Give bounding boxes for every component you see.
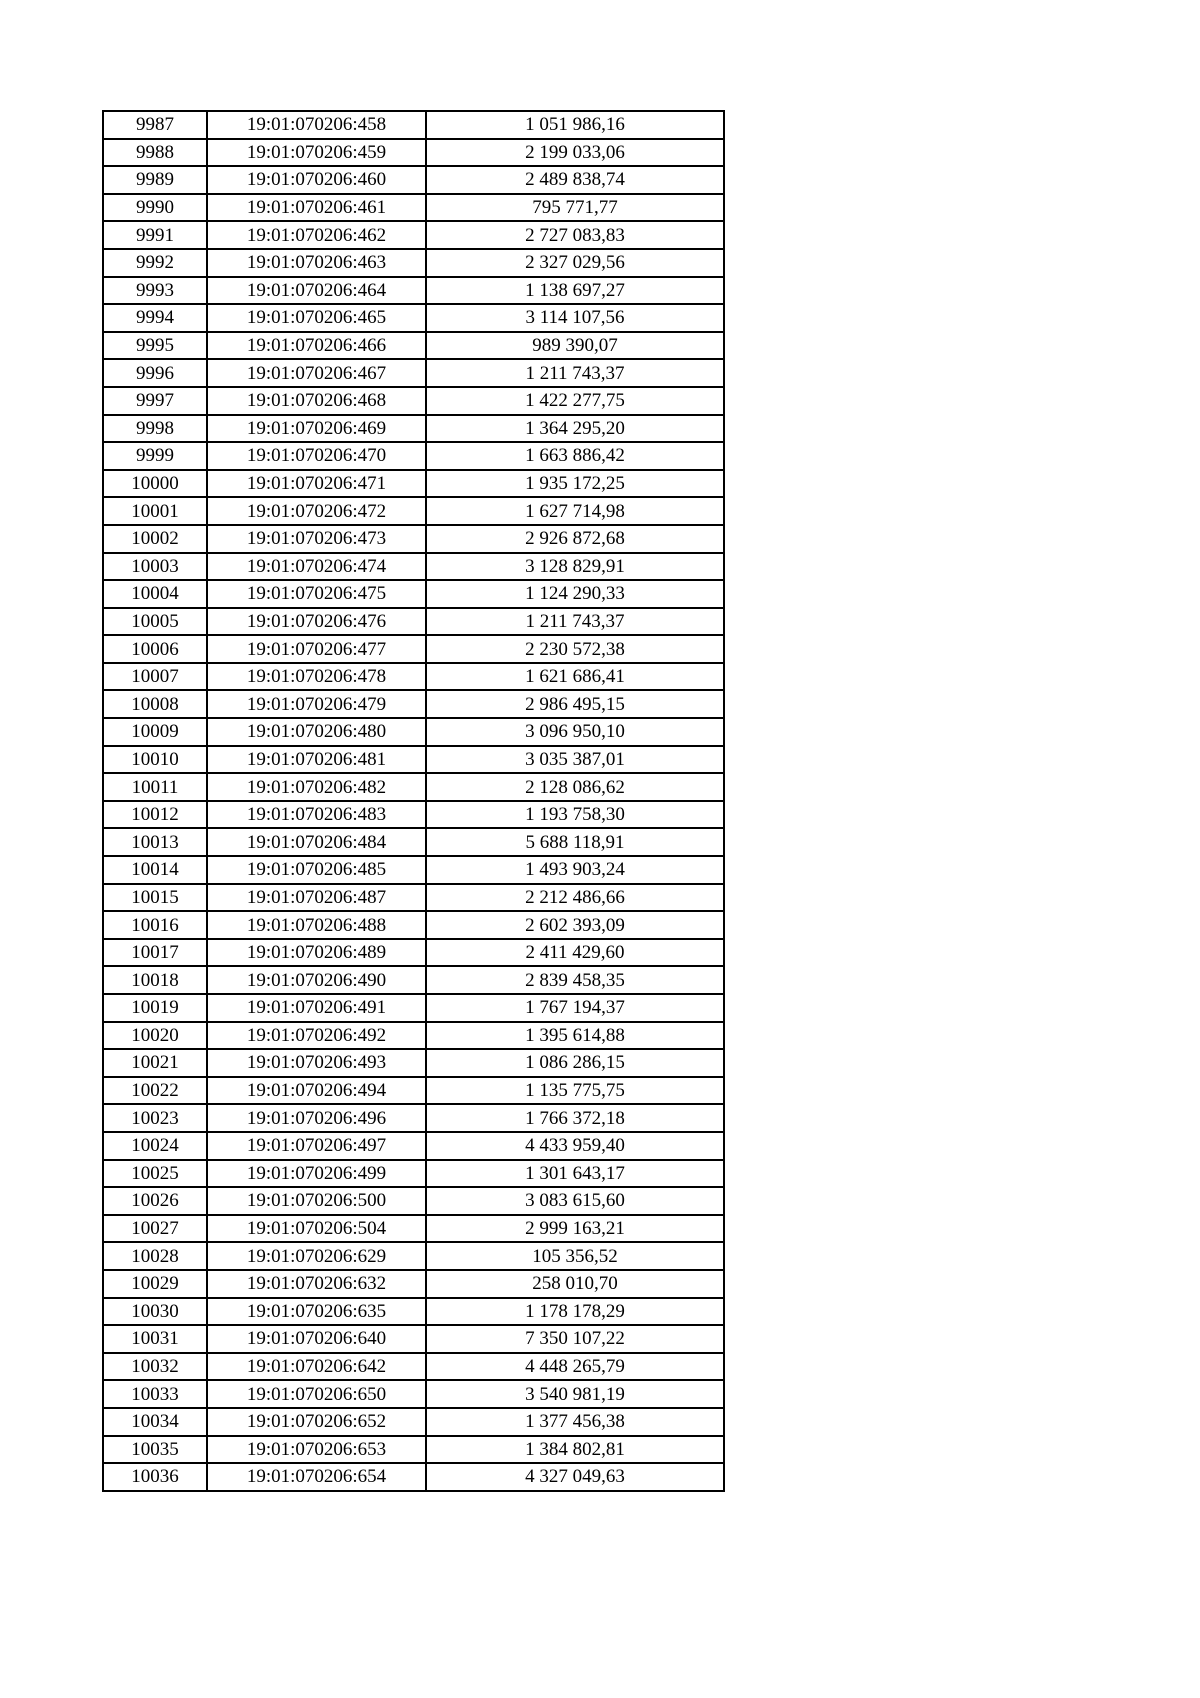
row-number-cell: 9990	[103, 194, 207, 222]
value-cell: 1 384 802,81	[426, 1436, 724, 1464]
cadastral-number-cell: 19:01:070206:499	[207, 1160, 426, 1188]
cadastral-number-cell: 19:01:070206:483	[207, 801, 426, 829]
cadastral-number-cell: 19:01:070206:480	[207, 718, 426, 746]
table-row	[103, 166, 724, 194]
cadastral-number-cell: 19:01:070206:485	[207, 856, 426, 884]
cadastral-number-cell: 19:01:070206:466	[207, 332, 426, 360]
table-row	[103, 387, 724, 415]
row-number-cell: 9992	[103, 249, 207, 277]
table-row	[103, 1187, 724, 1215]
row-number-cell: 10035	[103, 1436, 207, 1464]
cadastral-number-cell: 19:01:070206:629	[207, 1242, 426, 1270]
value-cell: 1 193 758,30	[426, 801, 724, 829]
cadastral-number-cell: 19:01:070206:469	[207, 415, 426, 443]
row-number-cell: 10022	[103, 1077, 207, 1105]
cadastral-number-cell: 19:01:070206:470	[207, 442, 426, 470]
table-row	[103, 1215, 724, 1243]
cadastral-number-cell: 19:01:070206:482	[207, 773, 426, 801]
value-cell: 1 766 372,18	[426, 1104, 724, 1132]
cadastral-number-cell: 19:01:070206:652	[207, 1408, 426, 1436]
cadastral-number-cell: 19:01:070206:460	[207, 166, 426, 194]
value-cell: 4 448 265,79	[426, 1353, 724, 1381]
table-row	[103, 497, 724, 525]
table-row	[103, 1077, 724, 1105]
table-row	[103, 966, 724, 994]
table-row	[103, 1436, 724, 1464]
row-number-cell: 9998	[103, 415, 207, 443]
row-number-cell: 10031	[103, 1325, 207, 1353]
value-cell: 3 096 950,10	[426, 718, 724, 746]
value-cell: 4 433 959,40	[426, 1132, 724, 1160]
cadastral-number-cell: 19:01:070206:484	[207, 828, 426, 856]
value-cell: 2 489 838,74	[426, 166, 724, 194]
row-number-cell: 9993	[103, 277, 207, 305]
table-row	[103, 580, 724, 608]
table-row	[103, 1380, 724, 1408]
value-cell: 5 688 118,91	[426, 828, 724, 856]
value-cell: 2 411 429,60	[426, 939, 724, 967]
value-cell: 1 364 295,20	[426, 415, 724, 443]
table-row	[103, 442, 724, 470]
value-cell: 4 327 049,63	[426, 1463, 724, 1491]
value-cell: 1 422 277,75	[426, 387, 724, 415]
cadastral-number-cell: 19:01:070206:494	[207, 1077, 426, 1105]
table-row	[103, 911, 724, 939]
table-row	[103, 111, 724, 139]
row-number-cell: 10026	[103, 1187, 207, 1215]
value-cell: 1 627 714,98	[426, 497, 724, 525]
row-number-cell: 10000	[103, 470, 207, 498]
value-cell: 2 327 029,56	[426, 249, 724, 277]
row-number-cell: 10004	[103, 580, 207, 608]
value-cell: 1 051 986,16	[426, 111, 724, 139]
table-row	[103, 635, 724, 663]
cadastral-number-cell: 19:01:070206:458	[207, 111, 426, 139]
cadastral-value-table	[102, 110, 725, 1492]
table-row	[103, 1242, 724, 1270]
cadastral-number-cell: 19:01:070206:463	[207, 249, 426, 277]
row-number-cell: 9999	[103, 442, 207, 470]
table-row	[103, 525, 724, 553]
cadastral-number-cell: 19:01:070206:462	[207, 221, 426, 249]
cadastral-number-cell: 19:01:070206:478	[207, 663, 426, 691]
row-number-cell: 10009	[103, 718, 207, 746]
table-row	[103, 1408, 724, 1436]
cadastral-number-cell: 19:01:070206:504	[207, 1215, 426, 1243]
value-cell: 7 350 107,22	[426, 1325, 724, 1353]
cadastral-number-cell: 19:01:070206:487	[207, 884, 426, 912]
row-number-cell: 10023	[103, 1104, 207, 1132]
row-number-cell: 10028	[103, 1242, 207, 1270]
cadastral-number-cell: 19:01:070206:500	[207, 1187, 426, 1215]
row-number-cell: 9989	[103, 166, 207, 194]
table-row	[103, 359, 724, 387]
value-cell: 2 727 083,83	[426, 221, 724, 249]
row-number-cell: 10020	[103, 1022, 207, 1050]
value-cell: 1 621 686,41	[426, 663, 724, 691]
cadastral-number-cell: 19:01:070206:497	[207, 1132, 426, 1160]
row-number-cell: 10011	[103, 773, 207, 801]
row-number-cell: 10024	[103, 1132, 207, 1160]
table-row	[103, 1049, 724, 1077]
value-cell: 2 199 033,06	[426, 139, 724, 167]
cadastral-number-cell: 19:01:070206:488	[207, 911, 426, 939]
row-number-cell: 10025	[103, 1160, 207, 1188]
row-number-cell: 10012	[103, 801, 207, 829]
row-number-cell: 10002	[103, 525, 207, 553]
cadastral-number-cell: 19:01:070206:635	[207, 1298, 426, 1326]
value-cell: 1 086 286,15	[426, 1049, 724, 1077]
table-row	[103, 304, 724, 332]
value-cell: 1 138 697,27	[426, 277, 724, 305]
table-row	[103, 939, 724, 967]
row-number-cell: 10032	[103, 1353, 207, 1381]
cadastral-number-cell: 19:01:070206:489	[207, 939, 426, 967]
row-number-cell: 10018	[103, 966, 207, 994]
row-number-cell: 10021	[103, 1049, 207, 1077]
row-number-cell: 10036	[103, 1463, 207, 1491]
table-row	[103, 828, 724, 856]
table-row	[103, 856, 724, 884]
row-number-cell: 10014	[103, 856, 207, 884]
table-row	[103, 277, 724, 305]
row-number-cell: 10034	[103, 1408, 207, 1436]
value-cell: 2 999 163,21	[426, 1215, 724, 1243]
table-row	[103, 221, 724, 249]
row-number-cell: 10016	[103, 911, 207, 939]
value-cell: 1 211 743,37	[426, 359, 724, 387]
cadastral-number-cell: 19:01:070206:477	[207, 635, 426, 663]
table-row	[103, 773, 724, 801]
value-cell: 1 493 903,24	[426, 856, 724, 884]
table-row	[103, 1270, 724, 1298]
cadastral-number-cell: 19:01:070206:496	[207, 1104, 426, 1132]
cadastral-number-cell: 19:01:070206:476	[207, 608, 426, 636]
row-number-cell: 9991	[103, 221, 207, 249]
table-row	[103, 332, 724, 360]
value-cell: 1 211 743,37	[426, 608, 724, 636]
value-cell: 1 178 178,29	[426, 1298, 724, 1326]
table-row	[103, 746, 724, 774]
cadastral-number-cell: 19:01:070206:632	[207, 1270, 426, 1298]
value-cell: 3 083 615,60	[426, 1187, 724, 1215]
row-number-cell: 10017	[103, 939, 207, 967]
table-row	[103, 1104, 724, 1132]
cadastral-number-cell: 19:01:070206:490	[207, 966, 426, 994]
table-row	[103, 608, 724, 636]
table-row	[103, 1132, 724, 1160]
row-number-cell: 9995	[103, 332, 207, 360]
table-row	[103, 194, 724, 222]
value-cell: 2 128 086,62	[426, 773, 724, 801]
cadastral-number-cell: 19:01:070206:467	[207, 359, 426, 387]
row-number-cell: 9994	[103, 304, 207, 332]
value-cell: 1 135 775,75	[426, 1077, 724, 1105]
cadastral-number-cell: 19:01:070206:461	[207, 194, 426, 222]
row-number-cell: 10029	[103, 1270, 207, 1298]
value-cell: 1 377 456,38	[426, 1408, 724, 1436]
table-row	[103, 1298, 724, 1326]
row-number-cell: 10007	[103, 663, 207, 691]
cadastral-number-cell: 19:01:070206:654	[207, 1463, 426, 1491]
row-number-cell: 9996	[103, 359, 207, 387]
cadastral-number-cell: 19:01:070206:475	[207, 580, 426, 608]
value-cell: 3 114 107,56	[426, 304, 724, 332]
row-number-cell: 10013	[103, 828, 207, 856]
table-row	[103, 553, 724, 581]
row-number-cell: 10030	[103, 1298, 207, 1326]
value-cell: 2 212 486,66	[426, 884, 724, 912]
row-number-cell: 10008	[103, 690, 207, 718]
table-row	[103, 415, 724, 443]
table-row	[103, 884, 724, 912]
table-row	[103, 249, 724, 277]
value-cell: 1 767 194,37	[426, 994, 724, 1022]
value-cell: 3 035 387,01	[426, 746, 724, 774]
cadastral-number-cell: 19:01:070206:640	[207, 1325, 426, 1353]
cadastral-number-cell: 19:01:070206:464	[207, 277, 426, 305]
cadastral-number-cell: 19:01:070206:653	[207, 1436, 426, 1464]
row-number-cell: 9997	[103, 387, 207, 415]
value-cell: 2 602 393,09	[426, 911, 724, 939]
table-row	[103, 801, 724, 829]
cadastral-number-cell: 19:01:070206:474	[207, 553, 426, 581]
cadastral-number-cell: 19:01:070206:471	[207, 470, 426, 498]
row-number-cell: 10003	[103, 553, 207, 581]
cadastral-number-cell: 19:01:070206:491	[207, 994, 426, 1022]
cadastral-number-cell: 19:01:070206:650	[207, 1380, 426, 1408]
value-cell: 989 390,07	[426, 332, 724, 360]
value-cell: 1 124 290,33	[426, 580, 724, 608]
value-cell: 1 935 172,25	[426, 470, 724, 498]
cadastral-number-cell: 19:01:070206:465	[207, 304, 426, 332]
cadastral-number-cell: 19:01:070206:481	[207, 746, 426, 774]
row-number-cell: 10033	[103, 1380, 207, 1408]
row-number-cell: 10010	[103, 746, 207, 774]
value-cell: 258 010,70	[426, 1270, 724, 1298]
value-cell: 3 128 829,91	[426, 553, 724, 581]
table-row	[103, 690, 724, 718]
row-number-cell: 9987	[103, 111, 207, 139]
cadastral-number-cell: 19:01:070206:493	[207, 1049, 426, 1077]
table-row	[103, 718, 724, 746]
table-row	[103, 139, 724, 167]
value-cell: 105 356,52	[426, 1242, 724, 1270]
table-row	[103, 994, 724, 1022]
row-number-cell: 10006	[103, 635, 207, 663]
row-number-cell: 10019	[103, 994, 207, 1022]
value-cell: 2 839 458,35	[426, 966, 724, 994]
row-number-cell: 10001	[103, 497, 207, 525]
value-cell: 2 926 872,68	[426, 525, 724, 553]
value-cell: 3 540 981,19	[426, 1380, 724, 1408]
value-cell: 2 986 495,15	[426, 690, 724, 718]
table-row	[103, 1463, 724, 1491]
row-number-cell: 10005	[103, 608, 207, 636]
value-cell: 1 395 614,88	[426, 1022, 724, 1050]
row-number-cell: 9988	[103, 139, 207, 167]
table-row	[103, 1160, 724, 1188]
cadastral-number-cell: 19:01:070206:642	[207, 1353, 426, 1381]
cadastral-number-cell: 19:01:070206:468	[207, 387, 426, 415]
row-number-cell: 10015	[103, 884, 207, 912]
cadastral-number-cell: 19:01:070206:459	[207, 139, 426, 167]
cadastral-number-cell: 19:01:070206:472	[207, 497, 426, 525]
table-row	[103, 1325, 724, 1353]
value-cell: 1 301 643,17	[426, 1160, 724, 1188]
cadastral-number-cell: 19:01:070206:479	[207, 690, 426, 718]
table-row	[103, 1022, 724, 1050]
table-body	[103, 111, 724, 1491]
value-cell: 2 230 572,38	[426, 635, 724, 663]
row-number-cell: 10027	[103, 1215, 207, 1243]
table-row	[103, 1353, 724, 1381]
table-row	[103, 470, 724, 498]
cadastral-number-cell: 19:01:070206:473	[207, 525, 426, 553]
table-row	[103, 663, 724, 691]
cadastral-number-cell: 19:01:070206:492	[207, 1022, 426, 1050]
value-cell: 1 663 886,42	[426, 442, 724, 470]
value-cell: 795 771,77	[426, 194, 724, 222]
